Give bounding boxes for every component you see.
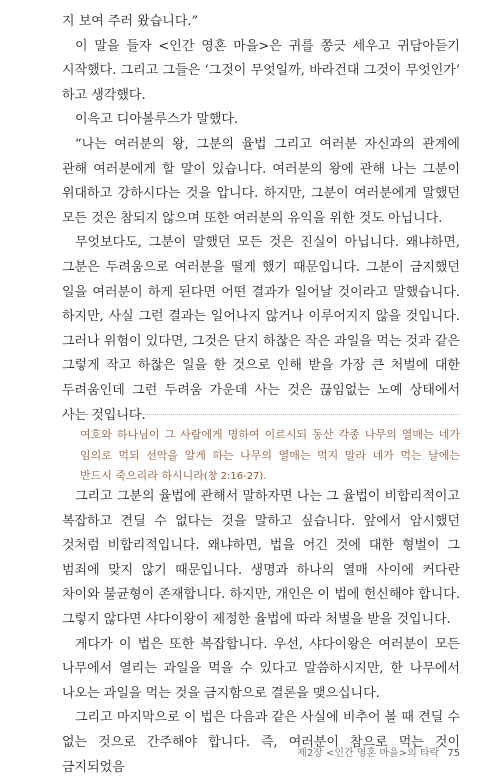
scripture-text: 여호와 하나님이 그 사람에게 명하여 이르시되 동산 각종 나무의 열매는 네가 임의로 먹되 선악을 알게 하는 나무의 열매는 먹지 말라 네가 먹는 날에는 반드시 죽으리라 하시니라 xyxy=(80,428,460,482)
scripture-quote xyxy=(80,425,460,488)
paragraph: 그리고 그분의 율법에 관해서 말하자면 나는 그 율법이 비합리적이고 복잡하고 견딜 수 없다는 것을 말하고 싶습니다. 앞에서 암시했던 것처럼 비합리적입니다. 왜냐하면, 법을 어긴 것에 대한 형벌이 그 범죄에 맞지 않기 때문입니다. 생명과 하나의 열매 사이에 커다란 차이와 불균형이 존재합니다. 하지만, 개인은 이 법에 헌신해야 합니다. 그렇지 않다면 샤다이왕이 제정한 율법에 따라 처벌을 받을 것입니다. xyxy=(62,489,460,627)
dotted-separator xyxy=(62,414,460,415)
page-number: 75 xyxy=(447,748,460,759)
paragraph: “나는 여러분의 왕, 그분의 율법 그리고 여러분 자신과의 관계에 관해 여러분에게 할 말이 있습니다. 여러분의 왕에 관해 나는 그분이 위대하고 강하시다는 것을 압니다. 하지만, 그분이 여러분에게 말했던 모든 것은 참되지 않으며 또한 여러분의 유익을 위한 것도 아닙니다. xyxy=(62,136,460,226)
page-footer xyxy=(297,744,460,759)
paragraph: 이윽고 디아볼루스가 말했다. xyxy=(75,112,239,128)
body-text-bottom xyxy=(62,485,460,780)
paragraph: 무엇보다도, 그분이 말했던 모든 것은 진실이 아닙니다. 왜냐하면, 그분은 두려움으로 여러분을 떨게 했기 때문입니다. 그분이 금지했던 일을 여러분이 하게 된다면 어떤 결과가 일어날 것이라고 말했습니다. 하지만, 사실 그런 결과는 일어나지 않거나 이루어지지 않을 것입니다. 그러나 위험이 있다면, 그것은 단지 하찮은 작은 과일을 먹는 것과 같은 그렇게 작고 하찮은 일을 한 것으로 인해 받을 가장 큰 처벌에 대한 두려움인데 그런 두려움 가운데 사는 것은 끊임없는 노예 상태에서 사는 것입니다. xyxy=(62,235,460,423)
paragraph: 이 말을 들자 <인간 영혼 마을>은 귀를 쫑긋 세우고 귀담아듣기 시작했다. 그리고 그들은 ‘그것이 무엇일까, 바라건대 그것이 무엇인가’ 하고 생각했다. xyxy=(62,38,460,103)
body-text-top xyxy=(62,10,460,428)
scripture-reference: (창 2:16-27). xyxy=(203,471,267,482)
paragraph: 지 보여 주러 왔습니다.” xyxy=(62,14,199,29)
chapter-title: 제2장 <인간 영혼 마을>의 타락 xyxy=(297,748,440,759)
paragraph: 게다가 이 법은 또한 복잡합니다. 우선, 샤다이왕은 여러분이 모든 나무에서 열리는 과일을 먹을 수 있다고 말씀하시지만, 한 나무에서 나오는 과일을 먹는 것을 금지함으로 결론을 맺으십니다. xyxy=(62,636,460,701)
paragraph: 그리고 마지막으로 이 법은 다음과 같은 사실에 비추어 볼 때 견딜 수 없는 것으로 간주해야 합니다. 즉, 여러분이 참으로 먹는 것이 금지되었음 xyxy=(62,710,460,775)
